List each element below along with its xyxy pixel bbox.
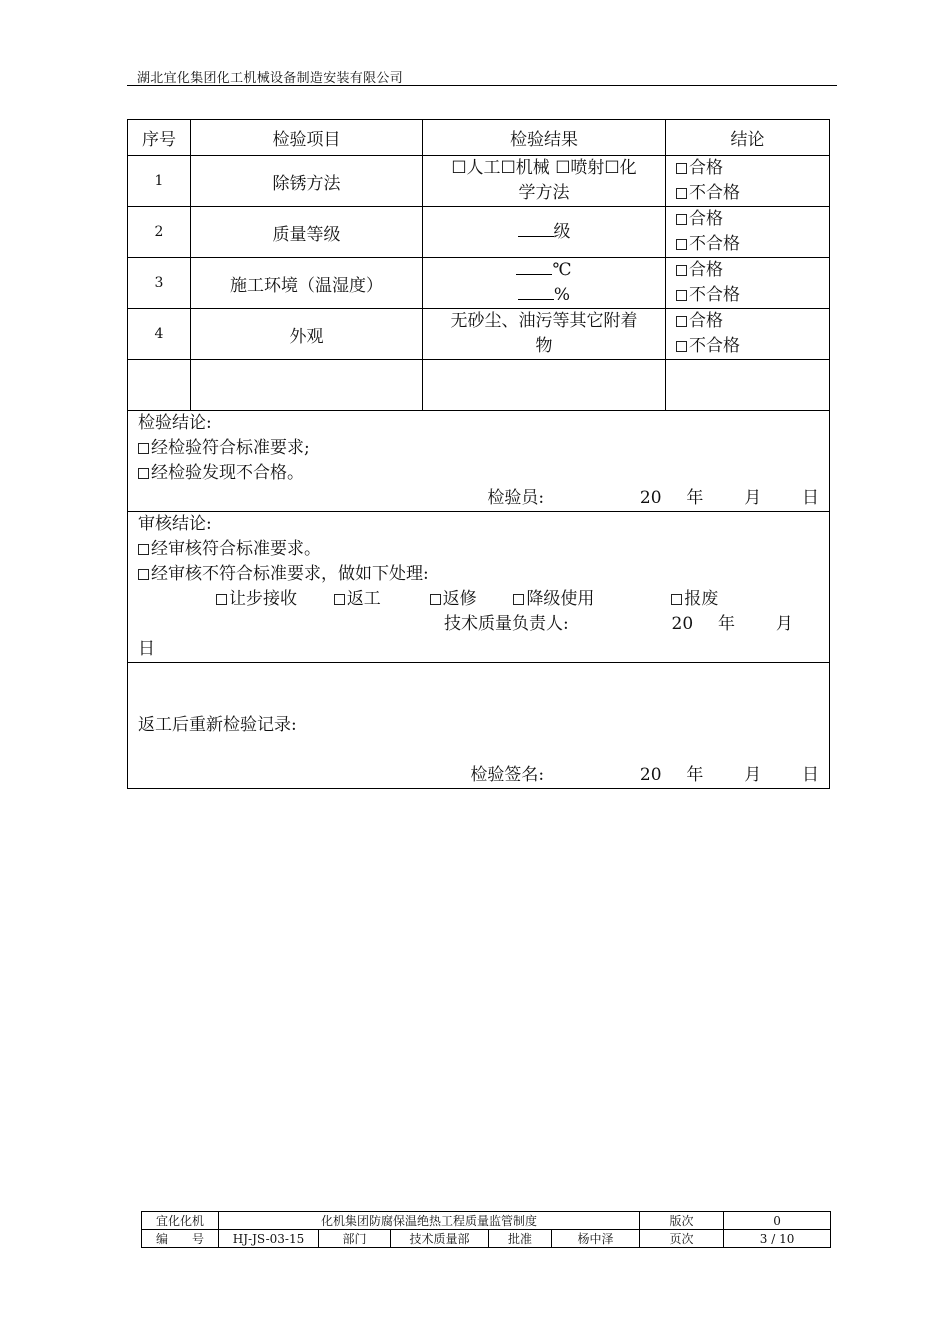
col-header-no: 序号 (128, 120, 191, 156)
result-line: 无砂尘、油污等其它附着 (450, 311, 638, 331)
day-unit: 日 (802, 765, 819, 785)
inspection-conclusion-section (128, 411, 830, 512)
rework-title: 返工后重新检验记录: (138, 715, 297, 735)
inspection-opt1: 经检验符合标准要求; (151, 438, 310, 458)
table-row (128, 156, 830, 207)
day-unit: 日 (802, 488, 819, 508)
rework-signer-label: 检验签名: (470, 765, 545, 785)
result-suffix: ℃ (552, 260, 572, 280)
result-suffix: % (553, 285, 571, 305)
row-no: 3 (128, 258, 191, 309)
month-unit: 月 (775, 614, 793, 634)
row-no: 4 (128, 309, 191, 360)
col-header-item: 检验项目 (191, 120, 423, 156)
month-unit: 月 (744, 488, 762, 508)
footer-code-value: HJ-JS-03-15 (219, 1230, 319, 1248)
footer-page-label: 页次 (640, 1230, 724, 1248)
blank-field[interactable] (518, 285, 554, 300)
row-conclusion (666, 258, 830, 309)
review-day-unit: 日 (138, 639, 155, 659)
table-header-row (128, 120, 830, 156)
result-line: 物 (535, 336, 553, 356)
inspection-opt2: 经检验发现不合格。 (151, 463, 304, 483)
footer-dept-value: 技术质量部 (391, 1230, 489, 1248)
action-label: 返工 (346, 589, 381, 609)
row-result (423, 258, 666, 309)
result-line: ☐人工☐机械 ☐喷射☐化 (451, 158, 637, 178)
result-suffix: 级 (553, 221, 571, 242)
row-no: 2 (128, 207, 191, 258)
review-opt2: 经审核不符合标准要求，做如下处理: (151, 564, 429, 584)
footer-page-value: 3 / 10 (724, 1230, 831, 1248)
table-row (128, 258, 830, 309)
table-row (128, 207, 830, 258)
checkbox-pass[interactable] (676, 316, 687, 327)
checkbox-scrap[interactable] (671, 594, 682, 605)
footer-version-label: 版次 (640, 1212, 724, 1230)
row-result (423, 156, 666, 207)
header-divider (127, 85, 837, 86)
footer-dept-label: 部门 (319, 1230, 391, 1248)
empty-cell[interactable] (423, 360, 666, 411)
month-unit: 月 (744, 765, 762, 785)
fail-label: 不合格 (689, 183, 740, 203)
table-row (128, 309, 830, 360)
footer-code-label: 编 号 (142, 1230, 219, 1248)
inspection-table (127, 119, 830, 789)
empty-cell[interactable] (666, 360, 830, 411)
review-title: 审核结论: (138, 514, 212, 534)
review-conclusion-section (128, 512, 830, 663)
checkbox-fail[interactable] (676, 341, 687, 352)
col-header-result: 检验结果 (423, 120, 666, 156)
action-label: 降级使用 (526, 589, 595, 609)
rework-record-section (128, 663, 830, 789)
checkbox-inspection-fail[interactable] (138, 468, 149, 479)
review-opt1: 经审核符合标准要求。 (151, 539, 321, 559)
review-signer-label: 技术质量负责人: (444, 614, 569, 634)
footer-org: 宜化化机 (142, 1212, 219, 1230)
checkbox-fail[interactable] (676, 290, 687, 301)
pass-label: 合格 (689, 209, 723, 229)
result-line: 学方法 (518, 183, 570, 203)
year-value: 20 (639, 765, 662, 785)
year-value: 20 (639, 488, 662, 508)
checkbox-fail[interactable] (676, 188, 687, 199)
checkbox-pass[interactable] (676, 163, 687, 174)
checkbox-concession[interactable] (216, 594, 227, 605)
footer-version-value: 0 (724, 1212, 831, 1230)
checkbox-pass[interactable] (676, 214, 687, 225)
fail-label: 不合格 (689, 285, 740, 305)
checkbox-inspection-pass[interactable] (138, 443, 149, 454)
fail-label: 不合格 (689, 234, 740, 254)
table-row-empty (128, 360, 830, 411)
footer-approve-value: 杨中泽 (552, 1230, 640, 1248)
row-no: 1 (128, 156, 191, 207)
row-conclusion (666, 207, 830, 258)
year-unit: 年 (718, 614, 735, 634)
pass-label: 合格 (689, 260, 723, 280)
fail-label: 不合格 (689, 336, 740, 356)
checkbox-pass[interactable] (676, 265, 687, 276)
action-label: 返修 (442, 589, 477, 609)
year-unit: 年 (686, 765, 704, 785)
row-item: 施工环境（温湿度） (191, 258, 423, 309)
company-header: 湖北宜化集团化工机械设备制造安装有限公司 (137, 71, 404, 86)
row-result (423, 309, 666, 360)
document-footer (141, 1211, 831, 1248)
checkbox-fail[interactable] (676, 239, 687, 250)
blank-field[interactable] (516, 260, 552, 275)
pass-label: 合格 (689, 158, 723, 178)
inspector-label: 检验员: (487, 488, 545, 508)
footer-doc-title: 化机集团防腐保温绝热工程质量监管制度 (219, 1212, 640, 1230)
row-item: 质量等级 (191, 207, 423, 258)
checkbox-rework[interactable] (334, 594, 345, 605)
review-signature-line (138, 612, 819, 637)
row-conclusion (666, 156, 830, 207)
review-actions (138, 587, 819, 612)
checkbox-repair[interactable] (430, 594, 441, 605)
row-item: 外观 (191, 309, 423, 360)
checkbox-review-fail[interactable] (138, 569, 149, 580)
empty-cell[interactable] (191, 360, 423, 411)
col-header-conclusion: 结论 (666, 120, 830, 156)
row-item: 除锈方法 (191, 156, 423, 207)
blank-field[interactable] (518, 222, 554, 237)
empty-cell[interactable] (128, 360, 191, 411)
footer-approve-label: 批准 (489, 1230, 552, 1248)
checkbox-review-pass[interactable] (138, 544, 149, 555)
rework-signature-line (470, 763, 819, 788)
row-result (423, 207, 666, 258)
year-unit: 年 (686, 488, 704, 508)
inspection-signature-line (138, 486, 819, 511)
pass-label: 合格 (689, 311, 723, 331)
checkbox-downgrade[interactable] (513, 594, 524, 605)
year-value: 20 (671, 614, 694, 634)
row-conclusion (666, 309, 830, 360)
action-label: 让步接收 (229, 589, 297, 609)
action-label: 报废 (684, 589, 719, 609)
inspection-title: 检验结论: (138, 413, 212, 433)
